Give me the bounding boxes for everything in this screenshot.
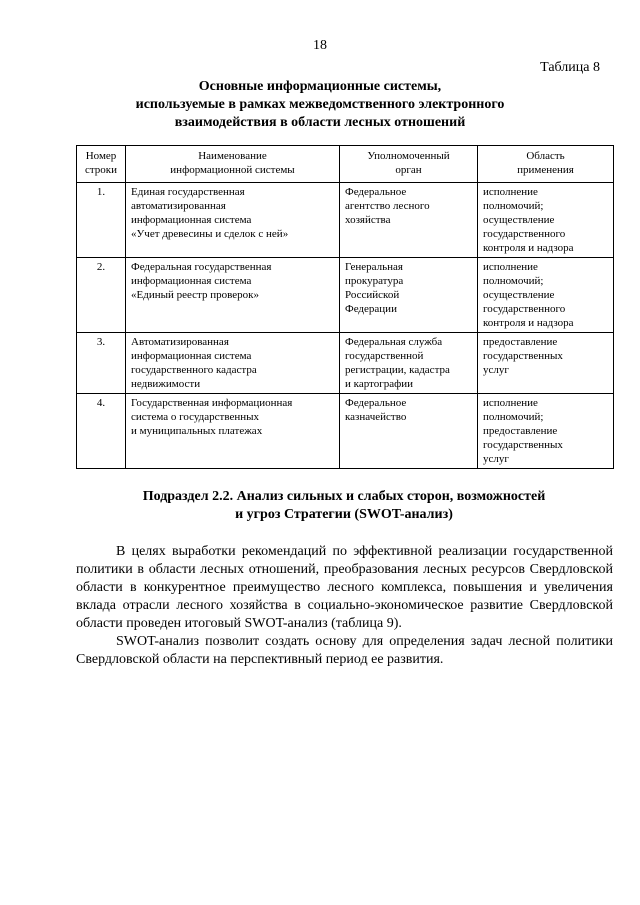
table-title-line: Основные информационные системы, — [198, 79, 442, 94]
table-row — [77, 333, 614, 394]
subsection-title-line: и угроз Стратегии (SWOT-анализ) — [235, 507, 453, 522]
header-system-name: Наименование информационной системы — [126, 146, 340, 183]
application-area: исполнение полномочий; предоставление государственных услуг — [478, 394, 614, 469]
row-number: 4. — [77, 394, 126, 469]
table-title-line: взаимодействия в области лесных отношений — [174, 115, 466, 130]
application-area: исполнение полномочий; осуществление государственного контроля и надзора — [478, 183, 614, 258]
subsection-title — [60, 488, 628, 524]
header-row-number: Номер строки — [77, 146, 126, 183]
information-systems-table — [76, 145, 614, 469]
authority: Федеральное казначейство — [340, 394, 478, 469]
row-number: 3. — [77, 333, 126, 394]
page-number: 18 — [313, 38, 327, 53]
application-area: предоставление государственных услуг — [478, 333, 614, 394]
header-application-area: Область применения — [478, 146, 614, 183]
row-number: 2. — [77, 258, 126, 333]
paragraph: В целях выработки рекомендаций по эффективной реализации государственной политики в области лесных отношений, преобразования лесных ресурсов Свердловской области в конкурентное преимущество лесного комплекса, повышения и увеличения вклада отрасли лесного хозяйства в социально-экономическое развитие Свердловской области проведен итоговый SWOT-анализ (таблица 9). — [76, 544, 613, 631]
table-row — [77, 394, 614, 469]
system-name: Автоматизированная информационная система государственного кадастра недвижимости — [126, 333, 340, 394]
subsection-title-line: Подраздел 2.2. Анализ сильных и слабых сторон, возможностей — [142, 489, 546, 504]
row-number: 1. — [77, 183, 126, 258]
authority: Генеральная прокуратура Российской Федерации — [340, 258, 478, 333]
table-title-line: используемые в рамках межведомственного электронного — [135, 97, 505, 112]
system-name: Единая государственная автоматизированная информационная система «Учет древесины и сделок с ней» — [126, 183, 340, 258]
table-row — [77, 258, 614, 333]
table-label: Таблица 8 — [540, 60, 600, 75]
table-title — [60, 78, 580, 132]
application-area: исполнение полномочий; осуществление государственного контроля и надзора — [478, 258, 614, 333]
paragraph: SWOT-анализ позволит создать основу для определения задач лесной политики Свердловской области на перспективный период ее развития. — [76, 634, 613, 667]
authority: Федеральное агентство лесного хозяйства — [340, 183, 478, 258]
authority: Федеральная служба государственной регистрации, кадастра и картографии — [340, 333, 478, 394]
table-row — [77, 183, 614, 258]
table-header-row — [77, 146, 614, 183]
header-authority: Уполномоченный орган — [340, 146, 478, 183]
body-text — [76, 543, 613, 669]
system-name: Государственная информационная система о государственных и муниципальных платежах — [126, 394, 340, 469]
system-name: Федеральная государственная информационная система «Единый реестр проверок» — [126, 258, 340, 333]
